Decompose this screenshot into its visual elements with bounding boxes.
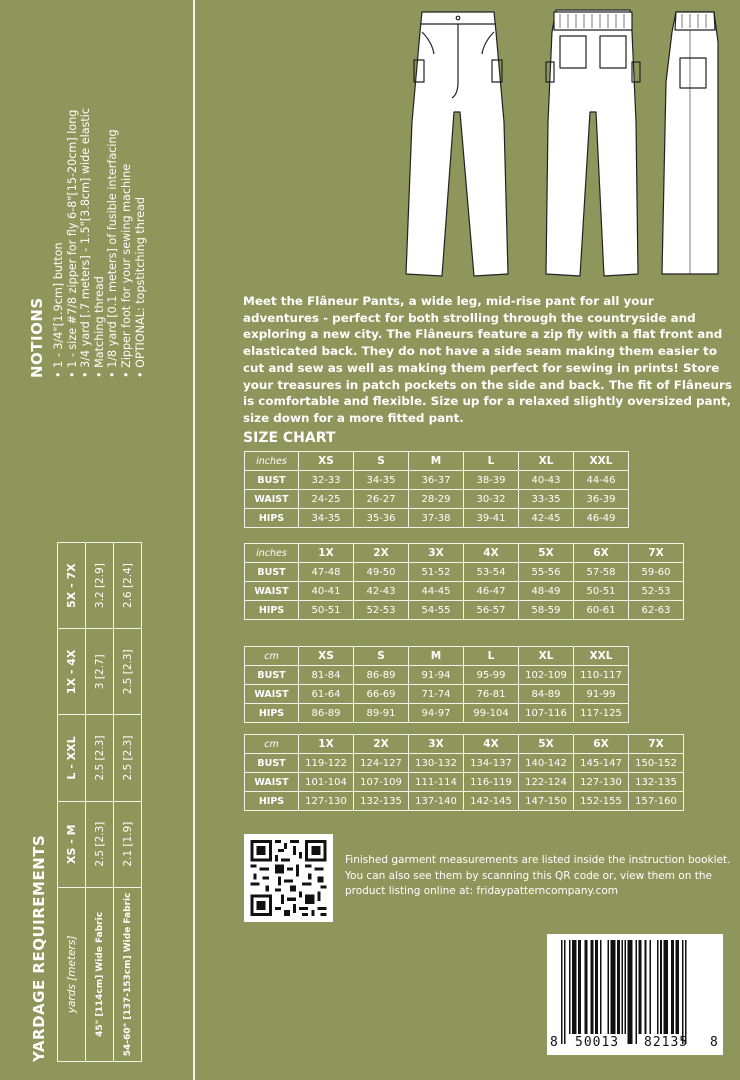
yardage-size-range: 5X - 7X [58,543,86,629]
measurement-cell: 53-54 [464,563,519,582]
measurement-cell: 134-137 [464,754,519,773]
yardage-title: YARDAGE REQUIREMENTS [30,834,48,1062]
size-header: S [354,647,409,666]
yardage-size-range: L - XXL [58,715,86,801]
measurement-cell: 142-145 [464,792,519,811]
barcode-bar [660,940,662,1034]
measurement-cell: 119-122 [299,754,354,773]
size-header: 6X [574,735,629,754]
yardage-row [114,543,142,1062]
measurement-cell: 86-89 [354,666,409,685]
size-header: 7X [629,735,684,754]
measurement-cell: 47-48 [299,563,354,582]
size-header: 1X [299,544,354,563]
measurement-cell: 84-89 [519,685,574,704]
measurement-cell: 36-39 [574,490,629,509]
size-table-cm-plus [244,734,684,811]
measurement-label: BUST [245,754,299,773]
measurement-cell: 76-81 [464,685,519,704]
measurement-label: HIPS [245,792,299,811]
notions-item: • Matching thread [93,8,107,378]
size-table-unit: cm [245,647,299,666]
measurement-cell: 157-160 [629,792,684,811]
measurement-cell: 130-132 [409,754,464,773]
yardage-row [86,543,114,1062]
measurement-cell: 102-109 [519,666,574,685]
measurement-cell: 42-43 [354,582,409,601]
measurement-label: BUST [245,666,299,685]
measurement-cell: 60-61 [574,601,629,620]
qr-code-icon[interactable] [244,834,333,922]
barcode-bar [676,940,679,1034]
barcode-bar [590,940,593,1034]
panel-divider [193,0,195,1080]
measurement-cell: 48-49 [519,582,574,601]
measurement-cell: 56-57 [464,601,519,620]
pants-front-view [406,12,508,276]
barcode-bar [564,940,566,1044]
notions-item: • Zipper foot for your sewing machine [120,8,134,378]
table-row [245,792,684,811]
table-row [245,666,629,685]
barcode-bar [682,940,684,1044]
size-header: 2X [354,544,409,563]
measurement-cell: 145-147 [574,754,629,773]
yardage-cell: 2.5 [2.3] [86,801,114,887]
size-header: XS [299,647,354,666]
measurement-cell: 35-36 [354,509,409,528]
pants-illustration [400,2,730,282]
measurement-cell: 95-99 [464,666,519,685]
barcode-bar [617,940,620,1034]
yardage-units-label: yards [meters] [58,887,86,1061]
measurement-cell: 91-94 [409,666,464,685]
measurement-label: WAIST [245,685,299,704]
notions-item: • 1/8 yard [0.1 meters] of fusible interfacing [106,8,120,378]
measurement-cell: 52-53 [629,582,684,601]
size-table-unit: cm [245,735,299,754]
barcode-bar [611,940,616,1034]
yardage-row-label: 54-60" [137-153cm] Wide Fabric [114,887,142,1061]
barcode-icon [547,934,723,1055]
measurement-cell: 40-41 [299,582,354,601]
table-row [245,704,629,723]
measurement-cell: 140-142 [519,754,574,773]
measurement-cell: 101-104 [299,773,354,792]
measurement-cell: 152-155 [574,792,629,811]
measurement-cell: 54-55 [409,601,464,620]
notions-title: NOTIONS [28,297,46,378]
size-header: S [354,452,409,471]
yardage-size-range: 1X - 4X [58,629,86,715]
size-header: 5X [519,735,574,754]
measurement-cell: 34-35 [299,509,354,528]
yardage-cell: 3 [2.7] [86,629,114,715]
size-header: 3X [409,544,464,563]
size-header: XL [519,452,574,471]
measurement-cell: 30-32 [464,490,519,509]
table-row [245,685,629,704]
barcode-bar [625,940,627,1034]
measurement-cell: 44-45 [409,582,464,601]
table-row [245,754,684,773]
measurement-cell: 89-91 [354,704,409,723]
barcode-bar [645,940,647,1034]
yardage-cell: 2.5 [2.3] [114,629,142,715]
yardage-table [57,542,142,1062]
qr-caption: Finished garment measurements are listed inside the instruction booklet. You can also see them by scanning this QR code or, view them on the product listing online at: fridaypatterncompany.com [345,854,731,897]
measurement-cell: 32-33 [299,471,354,490]
measurement-cell: 110-117 [574,666,629,685]
table-row [245,773,684,792]
barcode-bar [685,940,687,1044]
table-row [245,563,684,582]
size-header: 6X [574,544,629,563]
barcode-bar [600,940,602,1034]
yardage-panel [30,542,142,1062]
measurement-cell: 147-150 [519,792,574,811]
barcode-bar [569,940,571,1034]
size-header: XXL [574,647,629,666]
size-header: 4X [464,735,519,754]
measurement-cell: 91-99 [574,685,629,704]
notions-item: • 1 - 3/4"[1.9cm] button [52,8,66,378]
size-table-cm-standard [244,646,629,723]
barcode-digits-left: 50013 [575,1035,620,1050]
measurement-cell: 71-74 [409,685,464,704]
measurement-cell: 58-59 [519,601,574,620]
table-row [245,582,684,601]
barcode-digits-right: 82135 [644,1035,689,1050]
size-header: 3X [409,735,464,754]
table-row [245,601,684,620]
measurement-cell: 36-37 [409,471,464,490]
measurement-cell: 62-63 [629,601,684,620]
measurement-label: BUST [245,563,299,582]
measurement-cell: 127-130 [574,773,629,792]
measurement-cell: 107-109 [354,773,409,792]
yardage-size-range: XS - M [58,801,86,887]
measurement-cell: 44-46 [574,471,629,490]
measurement-cell: 137-140 [409,792,464,811]
size-header: 2X [354,735,409,754]
measurement-cell: 57-58 [574,563,629,582]
notions-panel [28,8,147,378]
yardage-cell: 2.6 [2.4] [114,543,142,629]
yardage-row-label: 45" [114cm] Wide Fabric [86,887,114,1061]
barcode-bar [578,940,581,1034]
measurement-cell: 99-104 [464,704,519,723]
notions-item: • OPTIONAL: topstitching thread [134,8,148,378]
measurement-cell: 34-35 [354,471,409,490]
measurement-cell: 50-51 [299,601,354,620]
size-header: M [409,647,464,666]
barcode-bar [628,940,633,1044]
measurement-cell: 38-39 [464,471,519,490]
measurement-cell: 24-25 [299,490,354,509]
barcode-bar [671,940,674,1034]
size-header: XL [519,647,574,666]
yardage-cell: 2.5 [2.3] [86,715,114,801]
size-table-inches-plus [244,543,684,620]
measurement-cell: 49-50 [354,563,409,582]
barcode-bar [572,940,577,1034]
measurement-cell: 132-135 [629,773,684,792]
barcode-bar [584,940,587,1034]
pants-side-view [662,12,718,274]
measurement-cell: 55-56 [519,563,574,582]
size-header: 7X [629,544,684,563]
barcode-bar [657,940,659,1034]
measurement-cell: 52-53 [354,601,409,620]
measurement-cell: 61-64 [299,685,354,704]
table-row [245,490,629,509]
yardage-cell: 3.2 [2.9] [86,543,114,629]
measurement-cell: 117-125 [574,704,629,723]
barcode-bar [595,940,598,1034]
notions-list [52,8,147,378]
size-header: M [409,452,464,471]
size-header: XXL [574,452,629,471]
measurement-cell: 37-38 [409,509,464,528]
measurement-cell: 50-51 [574,582,629,601]
size-header: L [464,452,519,471]
barcode-bar [635,940,637,1044]
yardage-cell: 2.1 [1.9] [114,801,142,887]
measurement-label: WAIST [245,490,299,509]
measurement-cell: 46-49 [574,509,629,528]
measurement-cell: 40-43 [519,471,574,490]
measurement-cell: 107-116 [519,704,574,723]
measurement-label: BUST [245,471,299,490]
barcode-bar [608,940,610,1034]
notions-item: • 3/4 yard [.7 meters] - 1.5"[3.8cm] wide elastic [79,8,93,378]
table-row [245,509,629,528]
size-table-inches-standard [244,451,629,528]
pants-back-view [546,10,640,276]
barcode-bar [561,940,563,1044]
measurement-cell: 116-119 [464,773,519,792]
measurement-cell: 26-27 [354,490,409,509]
barcode-bar [639,940,642,1034]
size-table-unit: inches [245,544,299,563]
size-header: 5X [519,544,574,563]
yardage-cell: 2.5 [2.3] [114,715,142,801]
measurement-cell: 51-52 [409,563,464,582]
size-table-unit: inches [245,452,299,471]
measurement-cell: 122-124 [519,773,574,792]
size-header: 4X [464,544,519,563]
measurement-cell: 39-41 [464,509,519,528]
measurement-cell: 59-60 [629,563,684,582]
measurement-label: HIPS [245,601,299,620]
barcode-digit-first: 8 [550,1035,558,1050]
measurement-cell: 124-127 [354,754,409,773]
measurement-cell: 28-29 [409,490,464,509]
measurement-label: HIPS [245,509,299,528]
size-header: L [464,647,519,666]
measurement-label: WAIST [245,582,299,601]
notions-item: • 1 - size #7/8 zipper for fly 6-8"[15-20cm] long [66,8,80,378]
barcode-bar [663,940,668,1034]
measurement-label: HIPS [245,704,299,723]
measurement-cell: 81-84 [299,666,354,685]
barcode-bar [649,940,651,1034]
measurement-cell: 150-152 [629,754,684,773]
barcode-digit-last: 8 [710,1035,718,1050]
measurement-cell: 132-135 [354,792,409,811]
size-header: XS [299,452,354,471]
measurement-label: WAIST [245,773,299,792]
measurement-cell: 33-35 [519,490,574,509]
size-header: 1X [299,735,354,754]
barcode-bar [621,940,623,1034]
measurement-cell: 94-97 [409,704,464,723]
measurement-cell: 86-89 [299,704,354,723]
measurement-cell: 42-45 [519,509,574,528]
measurement-cell: 111-114 [409,773,464,792]
measurement-cell: 127-130 [299,792,354,811]
measurement-cell: 66-69 [354,685,409,704]
product-description: Meet the Flâneur Pants, a wide leg, mid-rise pant for all your adventures - perfect for both strolling through the countryside and exploring a new city. The Flâneurs feature a zip fly with a flat front and elasticated back. They do not have a side seam making them easier to cut and sew as well as making them perfect for sewing in prints! Store your treasures in patch pockets on the side and back. The fit of Flâneurs is comfortable and flexible. Size up for a relaxed slightly oversized pant, size down for a more fitted pant. [243,294,732,425]
measurement-cell: 46-47 [464,582,519,601]
size-chart-title: SIZE CHART [243,430,336,446]
table-row [245,471,629,490]
